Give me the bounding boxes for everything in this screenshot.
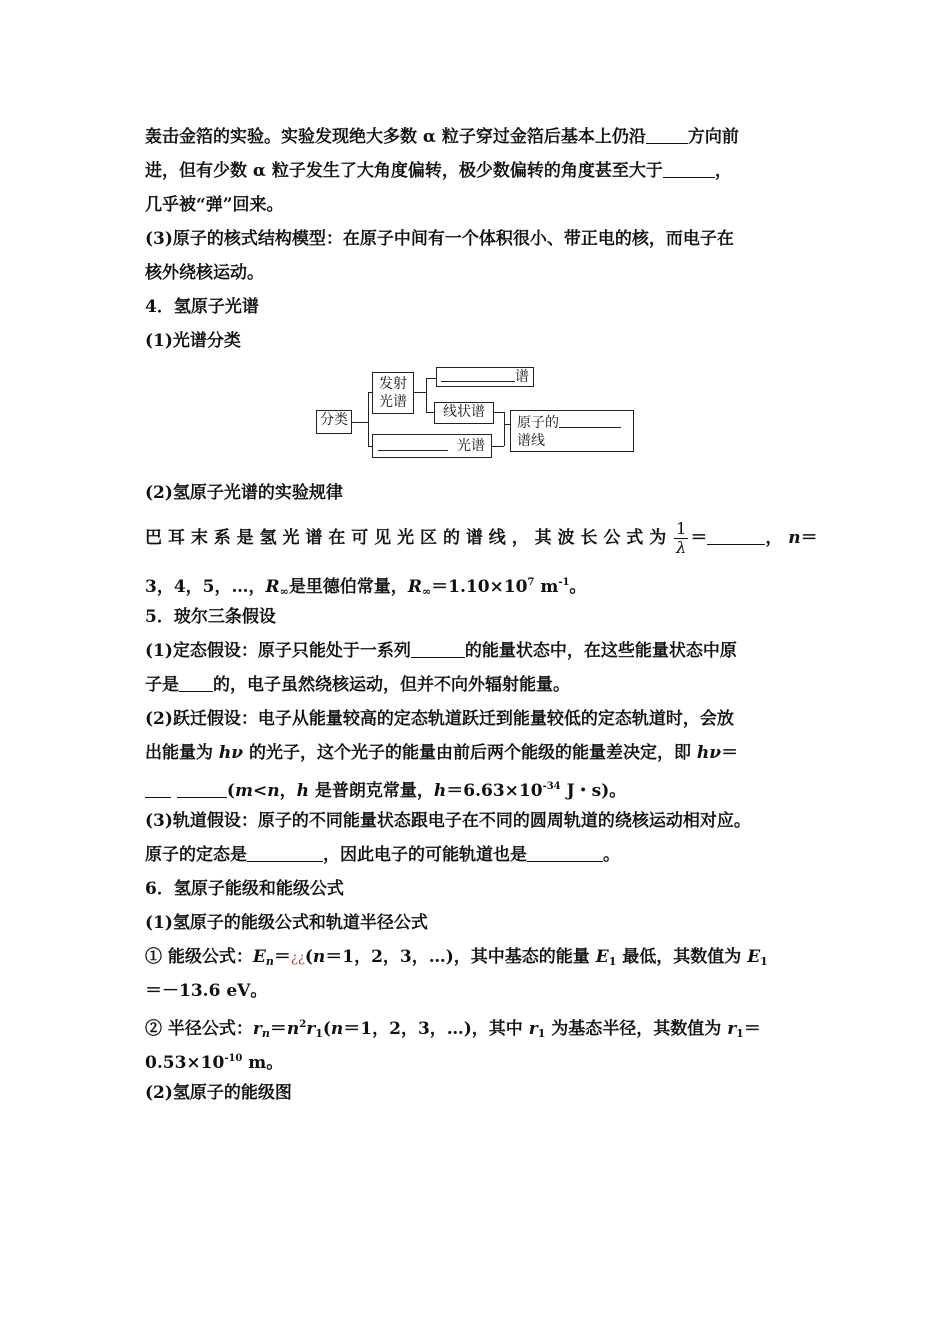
formula-line: 3，4，5，…，$R_\infty$是里德伯常量，$R_\infty=1.10\times 10^7$ $m^{-1}$。 (145, 577, 587, 598)
connector (504, 412, 505, 446)
connector (494, 412, 504, 413)
formula-line: ① 能级公式：$E_n=¿¿(n=1$，2，3，…)，其中基态的能量 $E_1$ 最低，其数值为 $E_1$ (145, 947, 768, 968)
paragraph-line: (3)原子的核式结构模型：在原子中间有一个体积很小、带正电的核，而电子在 (145, 229, 734, 249)
connector (492, 446, 504, 447)
formula-line: $0.53\times 10^{-10}$ m。 (145, 1053, 284, 1073)
paragraph-line: 几乎被“弹”回来。 (145, 195, 284, 215)
formula-line: ② 半径公式：$r_n=n^2r_1(n=1$，2，3，…)，其中 $r_1$ 为基态半径，其数值为 $r_1=$ (145, 1019, 761, 1040)
blank (441, 369, 515, 382)
paragraph-line: 原子的定态是 ，因此电子的可能轨道也是 。 (145, 845, 620, 865)
paragraph-line: (2)跃迁假设：电子从能量较高的定态轨道跃迁到能量较低的定态轨道时，会放 (145, 709, 734, 729)
blank (663, 163, 715, 178)
classify-box: 分类 (316, 410, 352, 434)
paragraph-line: (3)轨道假设：原子的不同能量状态跟电子在不同的圆周轨道的绕核运动相对应。 (145, 811, 751, 831)
blank (378, 438, 448, 451)
blank (145, 783, 171, 798)
blank (646, 129, 688, 144)
section-heading: 4．氢原子光谱 (145, 297, 259, 317)
spectrum-classification-diagram (316, 366, 636, 462)
paragraph-line: 核外绕核运动。 (145, 263, 264, 283)
connector (414, 392, 426, 393)
absorption-spectrum-box: 光谱 (372, 434, 492, 458)
section-heading: 6．氢原子能级和能级公式 (145, 879, 344, 899)
blank (707, 530, 765, 545)
blank (177, 783, 227, 798)
connector (426, 378, 436, 379)
blank (247, 847, 323, 862)
subsection-heading: (2)氢原子的能级图 (145, 1083, 292, 1103)
section-heading: 5．玻尔三条假设 (145, 607, 276, 627)
paragraph-line: 出能量为 hν 的光子，这个光子的能量由前后两个能级的能量差决定，即 hν＝ (145, 743, 739, 763)
blank (559, 415, 621, 428)
paragraph-line: (m<n，h 是普朗克常量，$h=6.63\times 10^{-34}$ J・s)。 (145, 776, 626, 802)
connector (426, 412, 434, 413)
paragraph-line: 进，但有少数 α 粒子发生了大角度偏转，极少数偏转的角度甚至大于 ， (145, 161, 732, 181)
subsection-heading: (1)光谱分类 (145, 331, 241, 351)
subsection-heading: (2)氢原子光谱的实验规律 (145, 483, 343, 503)
emission-spectrum-box: 发射 光谱 (372, 372, 414, 414)
blank (527, 847, 603, 862)
formula-line: 巴 耳 末 系 是 氢 光 谱 在 可 见 光 区 的 谱 线 ， 其 波 长 公 式 为 $\frac{1}{\lambda}$ ＝ ， n＝ (145, 519, 818, 557)
paragraph-line: (1)定态假设：原子只能处于一系列 的能量状态中，在这些能量状态中原 (145, 641, 737, 661)
connector (426, 378, 427, 412)
blank (179, 677, 213, 692)
connector (368, 392, 369, 447)
connector (352, 422, 368, 423)
subsection-heading: (1)氢原子的能级公式和轨道半径公式 (145, 913, 428, 933)
continuous-spectrum-box: 谱 (436, 367, 534, 387)
paragraph-line: 子是 的，电子虽然绕核运动，但并不向外辐射能量。 (145, 675, 570, 695)
atomic-spectral-lines-box: 原子的 谱线 (510, 410, 634, 452)
formula-line: ＝－13.6 eV。 (145, 981, 268, 1001)
line-spectrum-box: 线状谱 (434, 402, 494, 424)
paragraph-line: 轰击金箔的实验。实验发现绝大多数 α 粒子穿过金箔后基本上仍沿 方向前 (145, 127, 739, 147)
fraction: $\frac{1}{\lambda}$ (676, 519, 687, 557)
blank (411, 643, 465, 658)
